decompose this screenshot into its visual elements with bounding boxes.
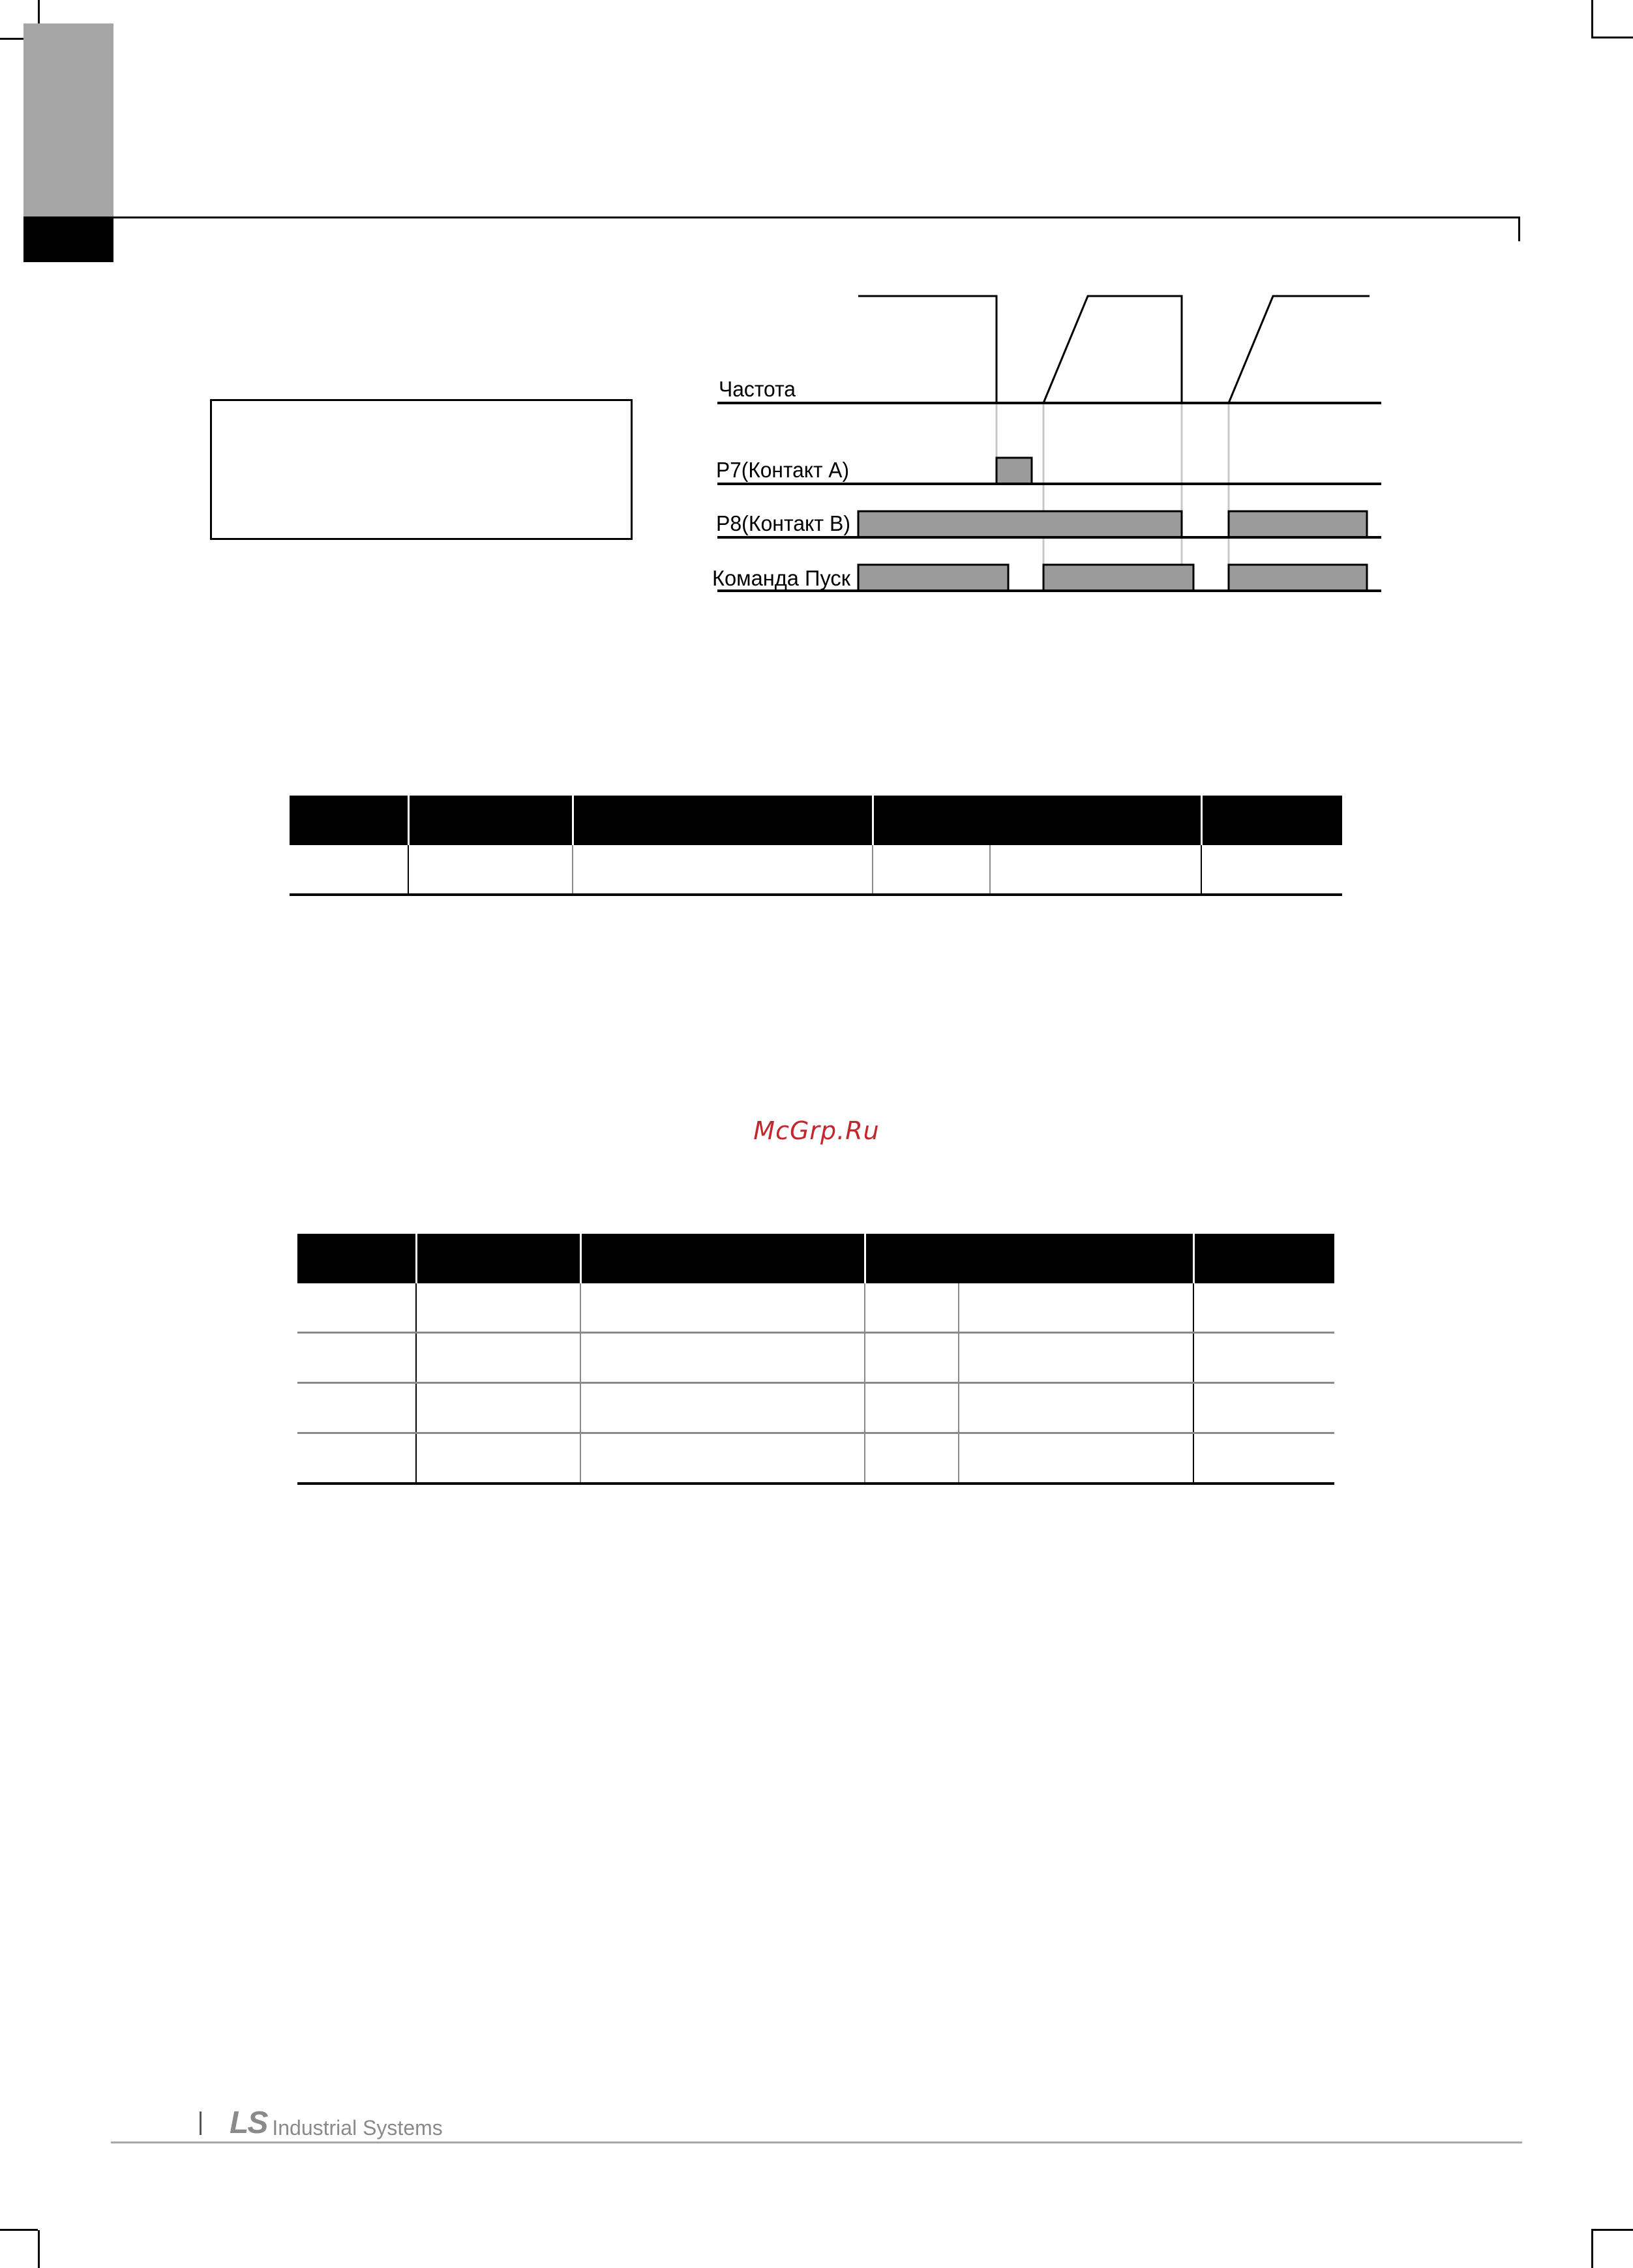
table-header-cell [297,1234,416,1283]
label-run-command: Команда Пуск [712,566,851,590]
table-row [290,845,1342,895]
table-cell [865,1383,959,1433]
parameter-table-2 [297,1234,1334,1485]
table-cell [297,1333,416,1383]
header-rule [113,216,1520,218]
table-row [297,1383,1334,1433]
table-cell [416,1333,580,1383]
table-cell [297,1283,416,1333]
table-header-cell [873,796,1201,845]
table-cell [959,1383,1193,1433]
frequency-waveform [858,296,1370,403]
header-rule-tick [1518,216,1520,241]
table-cell [1193,1283,1334,1333]
table-cell [1193,1333,1334,1383]
p7-pulse [996,458,1032,484]
table-row [297,1433,1334,1484]
table-row [297,1283,1334,1333]
parameter-table-1 [290,796,1342,896]
table-cell [1201,845,1342,895]
run-pulse-3 [1229,565,1367,591]
timing-diagram [704,287,1396,600]
table-cell [580,1333,865,1383]
table-cell [865,1283,959,1333]
table-cell [416,1383,580,1433]
table-cell [416,1283,580,1333]
run-pulse-1 [858,565,1008,591]
table-cell [416,1433,580,1484]
table-header-cell [416,1234,580,1283]
table-cell [408,845,573,895]
footer-divider [200,2111,202,2135]
table-header-cell [290,796,408,845]
table-header-cell [408,796,573,845]
crop-mark-bottom-right-v [1591,2229,1593,2268]
crop-mark-top-right-h [1591,37,1633,38]
label-frequency: Частота [719,377,796,401]
logo-mark: LS [230,2106,267,2140]
chapter-tab-black [23,216,113,262]
crop-mark-bottom-left-v [38,2230,40,2268]
table-header-row [290,796,1342,845]
table-cell [990,845,1201,895]
watermark: McGrp.Ru [753,1116,880,1145]
timing-guide-lines [996,403,1229,591]
table-cell [297,1383,416,1433]
table-cell [1193,1383,1334,1433]
table-cell [959,1283,1193,1333]
table-row [297,1333,1334,1383]
table-header-cell [1201,796,1342,845]
label-p7: P7(Контакт A) [716,458,849,482]
crop-mark-top-right-v [1591,0,1593,38]
logo-text: Industrial Systems [272,2116,443,2140]
table-header-cell [1193,1234,1334,1283]
crop-mark-bottom-right-h [1591,2229,1633,2231]
table-cell [873,845,990,895]
parameter-box [210,399,633,540]
footer-rule [111,2141,1522,2143]
table-cell [580,1283,865,1333]
table-cell [580,1383,865,1433]
table-header-cell [580,1234,865,1283]
table-cell [865,1333,959,1383]
table-cell [290,845,408,895]
ls-logo [230,2105,443,2139]
table-cell [573,845,873,895]
crop-mark-bottom-left-h [0,2229,38,2231]
p8-pulse-1 [858,511,1182,537]
run-pulse-2 [1043,565,1193,591]
table-header-row [297,1234,1334,1283]
table-cell [1193,1433,1334,1484]
chapter-tab-grey [23,23,113,216]
table-cell [297,1433,416,1484]
label-p8: P8(Контакт B) [716,511,850,535]
table-header-cell [573,796,873,845]
table-cell [865,1433,959,1484]
table-header-cell [865,1234,1193,1283]
table-cell [959,1433,1193,1484]
p8-pulse-2 [1229,511,1367,537]
table-cell [959,1333,1193,1383]
table-cell [580,1433,865,1484]
